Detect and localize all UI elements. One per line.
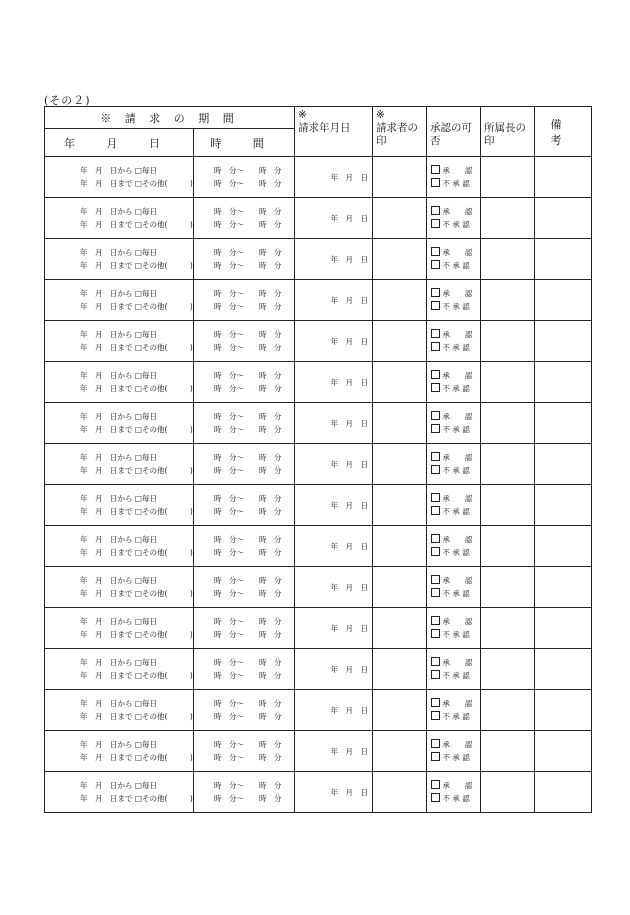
time-line: 時 分～ 時 分	[214, 753, 282, 762]
date-to-line: 年 月 日まで □その他( )	[80, 589, 193, 598]
header-date: 年 月 日	[45, 129, 194, 157]
time-cell[interactable]	[194, 444, 295, 485]
date-from-line: 年 月 日から □毎日	[80, 412, 157, 421]
requester-seal-cell[interactable]	[373, 362, 427, 403]
approval-cell[interactable]	[427, 280, 481, 321]
table-row	[45, 403, 592, 444]
date-to-line: 年 月 日まで □その他( )	[80, 671, 193, 680]
disapprove-label: 不 承 認	[442, 712, 470, 721]
date-cell[interactable]	[45, 608, 194, 649]
disapprove-label: 不 承 認	[442, 179, 470, 188]
table-row	[45, 485, 592, 526]
time-line: 時 分～ 時 分	[214, 658, 282, 667]
manager-seal-cell[interactable]	[481, 690, 535, 731]
manager-seal-cell[interactable]	[481, 567, 535, 608]
approve-label: 承 認	[442, 289, 473, 298]
date-cell[interactable]	[45, 157, 194, 198]
requester-seal-cell[interactable]	[373, 403, 427, 444]
approve-label: 承 認	[442, 535, 473, 544]
time-line: 時 分～ 時 分	[214, 589, 282, 598]
date-cell[interactable]	[45, 403, 194, 444]
table-row	[45, 772, 592, 813]
request-date-cell[interactable]: 年 月 日	[295, 772, 373, 813]
table-row	[45, 157, 592, 198]
manager-seal-cell[interactable]	[481, 403, 535, 444]
remarks-cell[interactable]	[535, 649, 592, 690]
remarks-cell[interactable]	[535, 731, 592, 772]
time-line: 時 分～ 時 分	[214, 289, 282, 298]
approval-cell[interactable]	[427, 567, 481, 608]
date-cell[interactable]	[45, 198, 194, 239]
approve-checkbox[interactable]	[431, 247, 440, 256]
approval-cell[interactable]	[427, 608, 481, 649]
approve-label: 承 認	[442, 330, 473, 339]
header-approval: 承認の可 否	[427, 107, 481, 157]
disapprove-checkbox[interactable]	[431, 711, 440, 720]
approval-cell[interactable]	[427, 526, 481, 567]
manager-seal-cell[interactable]	[481, 157, 535, 198]
requester-seal-cell[interactable]	[373, 157, 427, 198]
time-cell[interactable]	[194, 280, 295, 321]
time-line: 時 分～ 時 分	[214, 507, 282, 516]
request-date-cell[interactable]: 年 月 日	[295, 362, 373, 403]
approval-cell[interactable]	[427, 772, 481, 813]
date-from-line: 年 月 日から □毎日	[80, 740, 157, 749]
manager-seal-cell[interactable]	[481, 772, 535, 813]
approve-label: 承 認	[442, 740, 473, 749]
time-cell[interactable]	[194, 198, 295, 239]
time-cell[interactable]	[194, 567, 295, 608]
date-to-line: 年 月 日まで □その他( )	[80, 466, 193, 475]
approve-label: 承 認	[442, 453, 473, 462]
approve-label: 承 認	[442, 412, 473, 421]
requester-seal-cell[interactable]	[373, 567, 427, 608]
date-cell[interactable]	[45, 239, 194, 280]
disapprove-label: 不 承 認	[442, 425, 470, 434]
table-row	[45, 608, 592, 649]
request-date-cell[interactable]: 年 月 日	[295, 690, 373, 731]
approval-cell[interactable]	[427, 198, 481, 239]
approval-cell[interactable]	[427, 321, 481, 362]
date-cell[interactable]	[45, 444, 194, 485]
time-line: 時 分～ 時 分	[214, 576, 282, 585]
time-line: 時 分～ 時 分	[214, 617, 282, 626]
date-from-line: 年 月 日から □毎日	[80, 371, 157, 380]
date-from-line: 年 月 日から □毎日	[80, 617, 157, 626]
disapprove-label: 不 承 認	[442, 466, 470, 475]
requester-seal-cell[interactable]	[373, 198, 427, 239]
date-cell[interactable]	[45, 772, 194, 813]
time-line: 時 分～ 時 分	[214, 384, 282, 393]
date-to-line: 年 月 日まで □その他( )	[80, 630, 193, 639]
time-line: 時 分～ 時 分	[214, 248, 282, 257]
remarks-cell[interactable]	[535, 608, 592, 649]
table-row	[45, 526, 592, 567]
disapprove-checkbox[interactable]	[431, 793, 440, 802]
request-date-cell[interactable]: 年 月 日	[295, 198, 373, 239]
approve-checkbox[interactable]	[431, 739, 440, 748]
time-line: 時 分～ 時 分	[214, 179, 282, 188]
remarks-cell[interactable]	[535, 280, 592, 321]
time-cell[interactable]	[194, 403, 295, 444]
request-date-cell[interactable]: 年 月 日	[295, 157, 373, 198]
disapprove-checkbox[interactable]	[431, 178, 440, 187]
time-line: 時 分～ 時 分	[214, 330, 282, 339]
header-requester-seal: ※ 請求者の 印	[373, 107, 427, 157]
disapprove-checkbox[interactable]	[431, 752, 440, 761]
manager-seal-cell[interactable]	[481, 649, 535, 690]
remarks-cell[interactable]	[535, 485, 592, 526]
remarks-cell[interactable]	[535, 772, 592, 813]
time-cell[interactable]	[194, 157, 295, 198]
approval-cell[interactable]	[427, 485, 481, 526]
approve-checkbox[interactable]	[431, 657, 440, 666]
approve-checkbox[interactable]	[431, 493, 440, 502]
time-line: 時 分～ 時 分	[214, 548, 282, 557]
disapprove-label: 不 承 認	[442, 794, 470, 803]
date-cell[interactable]	[45, 280, 194, 321]
manager-seal-cell[interactable]	[481, 198, 535, 239]
requester-seal-cell[interactable]	[373, 321, 427, 362]
table-row	[45, 321, 592, 362]
disapprove-label: 不 承 認	[442, 220, 470, 229]
time-cell[interactable]	[194, 690, 295, 731]
requester-seal-cell[interactable]	[373, 649, 427, 690]
date-from-line: 年 月 日から □毎日	[80, 699, 157, 708]
disapprove-checkbox[interactable]	[431, 465, 440, 474]
approve-label: 承 認	[442, 494, 473, 503]
disapprove-label: 不 承 認	[442, 548, 470, 557]
approval-cell[interactable]	[427, 690, 481, 731]
date-from-line: 年 月 日から □毎日	[80, 248, 157, 257]
request-date-cell[interactable]: 年 月 日	[295, 280, 373, 321]
approve-checkbox[interactable]	[431, 165, 440, 174]
date-cell[interactable]	[45, 321, 194, 362]
date-from-line: 年 月 日から □毎日	[80, 207, 157, 216]
disapprove-checkbox[interactable]	[431, 506, 440, 515]
request-date-cell[interactable]: 年 月 日	[295, 731, 373, 772]
time-line: 時 分～ 時 分	[214, 494, 282, 503]
approve-checkbox[interactable]	[431, 288, 440, 297]
date-to-line: 年 月 日まで □その他( )	[80, 753, 193, 762]
approval-cell[interactable]	[427, 157, 481, 198]
manager-seal-cell[interactable]	[481, 362, 535, 403]
approval-cell[interactable]	[427, 649, 481, 690]
disapprove-checkbox[interactable]	[431, 629, 440, 638]
date-from-line: 年 月 日から □毎日	[80, 658, 157, 667]
table-row	[45, 280, 592, 321]
approve-checkbox[interactable]	[431, 575, 440, 584]
approval-cell[interactable]	[427, 444, 481, 485]
approve-checkbox[interactable]	[431, 534, 440, 543]
time-cell[interactable]	[194, 649, 295, 690]
time-line: 時 分～ 時 分	[214, 712, 282, 721]
time-line: 時 分～ 時 分	[214, 781, 282, 790]
date-from-line: 年 月 日から □毎日	[80, 576, 157, 585]
approve-label: 承 認	[442, 699, 473, 708]
requester-seal-cell[interactable]	[373, 444, 427, 485]
time-cell[interactable]	[194, 362, 295, 403]
remarks-cell[interactable]	[535, 444, 592, 485]
time-cell[interactable]	[194, 772, 295, 813]
remarks-cell[interactable]	[535, 526, 592, 567]
disapprove-checkbox[interactable]	[431, 670, 440, 679]
date-to-line: 年 月 日まで □その他( )	[80, 712, 193, 721]
date-to-line: 年 月 日まで □その他( )	[80, 507, 193, 516]
approve-checkbox[interactable]	[431, 329, 440, 338]
page-label: (その２)	[44, 94, 91, 107]
date-to-line: 年 月 日まで □その他( )	[80, 220, 193, 229]
time-line: 時 分～ 時 分	[214, 371, 282, 380]
approval-cell[interactable]	[427, 362, 481, 403]
date-to-line: 年 月 日まで □その他( )	[80, 548, 193, 557]
table-row	[45, 567, 592, 608]
approve-label: 承 認	[442, 617, 473, 626]
manager-seal-cell[interactable]	[481, 444, 535, 485]
disapprove-checkbox[interactable]	[431, 301, 440, 310]
disapprove-label: 不 承 認	[442, 507, 470, 516]
approve-label: 承 認	[442, 781, 473, 790]
disapprove-label: 不 承 認	[442, 630, 470, 639]
approve-checkbox[interactable]	[431, 698, 440, 707]
date-to-line: 年 月 日まで □その他( )	[80, 384, 193, 393]
remarks-cell[interactable]	[535, 567, 592, 608]
time-cell[interactable]	[194, 239, 295, 280]
approve-label: 承 認	[442, 207, 473, 216]
date-to-line: 年 月 日まで □その他( )	[80, 261, 193, 270]
date-from-line: 年 月 日から □毎日	[80, 494, 157, 503]
date-cell[interactable]	[45, 690, 194, 731]
remarks-cell[interactable]	[535, 321, 592, 362]
manager-seal-cell[interactable]	[481, 731, 535, 772]
header-manager-seal: 所属長の 印	[481, 107, 535, 157]
request-date-cell[interactable]: 年 月 日	[295, 485, 373, 526]
request-date-cell[interactable]: 年 月 日	[295, 403, 373, 444]
remarks-cell[interactable]	[535, 239, 592, 280]
date-to-line: 年 月 日まで □その他( )	[80, 179, 193, 188]
date-from-line: 年 月 日から □毎日	[80, 453, 157, 462]
disapprove-checkbox[interactable]	[431, 342, 440, 351]
time-line: 時 分～ 時 分	[214, 699, 282, 708]
manager-seal-cell[interactable]	[481, 608, 535, 649]
approval-cell[interactable]	[427, 403, 481, 444]
approve-checkbox[interactable]	[431, 411, 440, 420]
time-cell[interactable]	[194, 608, 295, 649]
disapprove-label: 不 承 認	[442, 261, 470, 270]
remarks-cell[interactable]	[535, 362, 592, 403]
request-form-table	[44, 106, 592, 813]
time-line: 時 分～ 時 分	[214, 207, 282, 216]
manager-seal-cell[interactable]	[481, 280, 535, 321]
disapprove-label: 不 承 認	[442, 589, 470, 598]
time-line: 時 分～ 時 分	[214, 425, 282, 434]
requester-seal-cell[interactable]	[373, 485, 427, 526]
requester-seal-cell[interactable]	[373, 731, 427, 772]
disapprove-checkbox[interactable]	[431, 383, 440, 392]
date-cell[interactable]	[45, 731, 194, 772]
remarks-cell[interactable]	[535, 690, 592, 731]
time-line: 時 分～ 時 分	[214, 412, 282, 421]
time-line: 時 分～ 時 分	[214, 261, 282, 270]
approve-checkbox[interactable]	[431, 780, 440, 789]
date-from-line: 年 月 日から □毎日	[80, 330, 157, 339]
approve-label: 承 認	[442, 371, 473, 380]
requester-seal-cell[interactable]	[373, 608, 427, 649]
manager-seal-cell[interactable]	[481, 321, 535, 362]
approval-cell[interactable]	[427, 239, 481, 280]
date-to-line: 年 月 日まで □その他( )	[80, 425, 193, 434]
time-line: 時 分～ 時 分	[214, 166, 282, 175]
manager-seal-cell[interactable]	[481, 526, 535, 567]
approve-label: 承 認	[442, 248, 473, 257]
time-line: 時 分～ 時 分	[214, 671, 282, 680]
date-to-line: 年 月 日まで □その他( )	[80, 302, 193, 311]
requester-seal-cell[interactable]	[373, 239, 427, 280]
time-cell[interactable]	[194, 526, 295, 567]
header-request-date: ※ 請求年月日	[295, 107, 373, 157]
time-line: 時 分～ 時 分	[214, 453, 282, 462]
requester-seal-cell[interactable]	[373, 690, 427, 731]
date-cell[interactable]	[45, 526, 194, 567]
approve-checkbox[interactable]	[431, 452, 440, 461]
approve-label: 承 認	[442, 658, 473, 667]
remarks-cell[interactable]	[535, 157, 592, 198]
requester-seal-cell[interactable]	[373, 772, 427, 813]
time-line: 時 分～ 時 分	[214, 794, 282, 803]
time-line: 時 分～ 時 分	[214, 302, 282, 311]
disapprove-label: 不 承 認	[442, 343, 470, 352]
time-cell[interactable]	[194, 731, 295, 772]
time-line: 時 分～ 時 分	[214, 343, 282, 352]
disapprove-label: 不 承 認	[442, 302, 470, 311]
table-row	[45, 690, 592, 731]
disapprove-checkbox[interactable]	[431, 219, 440, 228]
remarks-cell[interactable]	[535, 403, 592, 444]
request-date-cell[interactable]: 年 月 日	[295, 239, 373, 280]
table-row	[45, 731, 592, 772]
approve-checkbox[interactable]	[431, 616, 440, 625]
approve-label: 承 認	[442, 166, 473, 175]
disapprove-label: 不 承 認	[442, 753, 470, 762]
date-cell[interactable]	[45, 485, 194, 526]
request-date-cell[interactable]: 年 月 日	[295, 321, 373, 362]
time-cell[interactable]	[194, 485, 295, 526]
manager-seal-cell[interactable]	[481, 485, 535, 526]
time-line: 時 分～ 時 分	[214, 740, 282, 749]
date-from-line: 年 月 日から □毎日	[80, 781, 157, 790]
approve-checkbox[interactable]	[431, 206, 440, 215]
table-row	[45, 649, 592, 690]
table-row	[45, 362, 592, 403]
header-period: ※ 請 求 の 期 間	[45, 107, 295, 129]
date-to-line: 年 月 日まで □その他( )	[80, 343, 193, 352]
date-from-line: 年 月 日から □毎日	[80, 535, 157, 544]
time-line: 時 分～ 時 分	[214, 535, 282, 544]
approve-label: 承 認	[442, 576, 473, 585]
requester-seal-cell[interactable]	[373, 280, 427, 321]
header-remarks: 備 考	[535, 107, 592, 157]
date-from-line: 年 月 日から □毎日	[80, 166, 157, 175]
date-cell[interactable]	[45, 649, 194, 690]
requester-seal-cell[interactable]	[373, 526, 427, 567]
request-date-cell[interactable]: 年 月 日	[295, 444, 373, 485]
date-to-line: 年 月 日まで □その他( )	[80, 794, 193, 803]
table-row	[45, 198, 592, 239]
time-line: 時 分～ 時 分	[214, 220, 282, 229]
date-cell[interactable]	[45, 567, 194, 608]
request-date-cell[interactable]: 年 月 日	[295, 526, 373, 567]
date-from-line: 年 月 日から □毎日	[80, 289, 157, 298]
request-date-cell[interactable]: 年 月 日	[295, 649, 373, 690]
approve-checkbox[interactable]	[431, 370, 440, 379]
date-cell[interactable]	[45, 362, 194, 403]
manager-seal-cell[interactable]	[481, 239, 535, 280]
disapprove-label: 不 承 認	[442, 671, 470, 680]
disapprove-checkbox[interactable]	[431, 260, 440, 269]
request-date-cell[interactable]: 年 月 日	[295, 567, 373, 608]
time-line: 時 分～ 時 分	[214, 466, 282, 475]
remarks-cell[interactable]	[535, 198, 592, 239]
approval-cell[interactable]	[427, 731, 481, 772]
disapprove-checkbox[interactable]	[431, 424, 440, 433]
table-row	[45, 239, 592, 280]
disapprove-checkbox[interactable]	[431, 588, 440, 597]
table-row	[45, 444, 592, 485]
disapprove-label: 不 承 認	[442, 384, 470, 393]
disapprove-checkbox[interactable]	[431, 547, 440, 556]
time-cell[interactable]	[194, 321, 295, 362]
request-date-cell[interactable]: 年 月 日	[295, 608, 373, 649]
time-line: 時 分～ 時 分	[214, 630, 282, 639]
header-time: 時 間	[194, 129, 295, 157]
